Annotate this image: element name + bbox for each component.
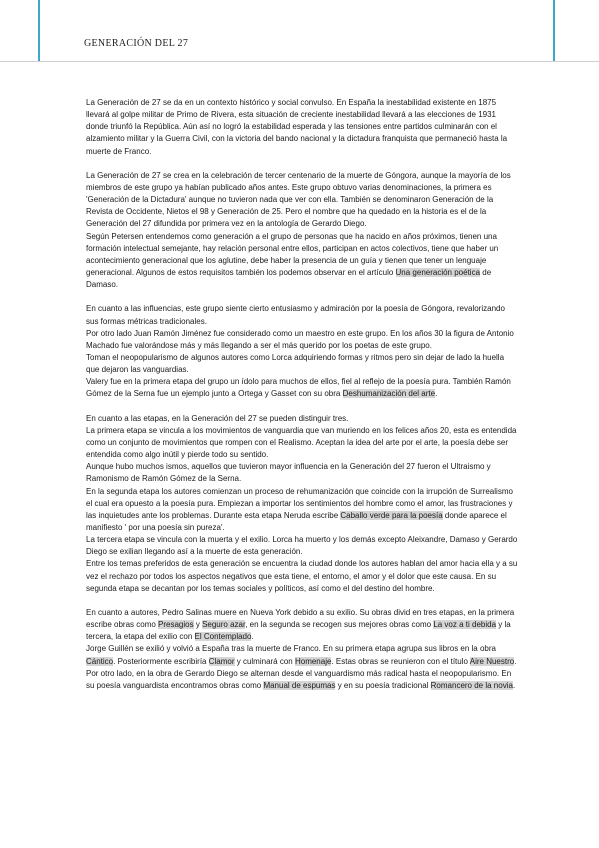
- text-span: y la tercera, la etapa del exilio con: [86, 620, 511, 642]
- left-margin-line: [38, 0, 40, 62]
- text-span: . Posteriormente escribiría: [113, 656, 209, 666]
- text-span: .: [512, 680, 516, 690]
- text-span: Entre los temas preferidos de esta generación se encuentra la ciudad donde los autores hablan del amor hacia ella y a su vez el rechazo por todos los aspectos negativos que esta tiene, el entorno, el amor y el dolor que este causa. En su segunda etapa se decantan por los temas sociales y políticos, así como el del destino del hombre.: [86, 559, 518, 593]
- paragraph-origin: [86, 170, 518, 292]
- text-span: En cuanto a autores, Pedro Salinas muere en Nueva York debido a su exilio. Su obras divid en tres etapas, en la primera escribe obras como: [86, 607, 515, 630]
- text-span: Aunque hubo muchos ismos, aquellos que tuvieron mayor influencia en la Generación del 27 fueron el Ultraismo y Ramonismo de Ramón Gómez de la Serna.: [86, 462, 491, 484]
- highlighted-title: Clamor: [208, 656, 235, 666]
- highlighted-title: Romancero de la novia: [430, 680, 513, 690]
- highlighted-title: Presagios: [158, 620, 194, 630]
- text-span: La Generación de 27 se da en un contexto histórico y social convulso. En España la inestabilidad existente en 1875 llevará al golpe militar de Primo de Rivera, esta situación de creciente inestabilidad llevará a las elecciones de 1931 donde triunfó la República. Aún así no logró la estabilidad esperada y las tensiones entre partidos culminarán con el alzamiento militar y la Guerra Civil, con la victoria del bando nacional y la dictadura franquista que permaneció hasta la muerte de Franco.: [86, 98, 508, 156]
- paragraph-context: [86, 97, 518, 158]
- text-span: Por otro lado Juan Ramón Jiménez fue considerado como un maestro en este grupo. En los años 30 la figura de Antonio Machado fue valorándose más y más llegando a ser el más querido por los poetas de este grupo.: [86, 328, 514, 350]
- highlighted-title: Manual de espumas: [263, 680, 336, 690]
- document-body: [86, 97, 518, 704]
- text-span: donde aparece el manifiesto ' por una poesía sin pureza'.: [86, 510, 507, 532]
- text-span: En cuanto a las influencias, este grupo siente cierto entusiasmo y admiración por la poesía de Góngora, revalorizando sus formas métricas tradicionales.: [86, 304, 505, 326]
- highlighted-title: Aire Nuestro: [469, 656, 515, 666]
- paragraph-authors: [86, 607, 518, 692]
- text-span: , en la segunda se recogen sus mejores obras como: [245, 620, 434, 630]
- highlighted-title: La voz a ti debida: [433, 620, 497, 630]
- header-divider: [0, 61, 599, 62]
- text-span: Jorge Guillén se exilió y volvió a España tras la muerte de Franco. En su primera etapa agrupa sus libros en la obra: [86, 644, 496, 654]
- paragraph-stages: [86, 413, 518, 595]
- text-span: En cuanto a las etapas, en la Generación del 27 se pueden distinguir tres.: [86, 413, 349, 423]
- paragraph-influences: [86, 303, 518, 400]
- text-span: .: [251, 632, 254, 642]
- text-span: Valery fue en la primera etapa del grupo un ídolo para muchos de ellos, fiel al reflejo de la poesía pura. También Ramón Gómez de la Serna fue un ejemplo junto a Ortega y Gasset con su obra: [86, 377, 511, 399]
- text-span: y en su poesía tradicional: [335, 680, 431, 690]
- text-span: La primera etapa se vincula a los movimientos de vanguardia que van muriendo en los felices años 20, esta es entendida como un conjunto de movimientos que rompen con el Realismo. Aceptan la idea del arte por el arte, la poesía debe ser entendida como algo inútil y pierde todo su sentido.: [86, 425, 517, 460]
- text-span: La tercera etapa se vincula con la muerta y el exilio. Lorca ha muerto y los demás excepto Aleixandre, Damaso y Gerardo Diego se exilian llegando así a la muerte de esta generación.: [86, 535, 518, 557]
- text-span: .: [514, 656, 517, 666]
- highlighted-title: Deshumanización del arte: [342, 389, 436, 399]
- text-span: En la segunda etapa los autores comienzan un proceso de rehumanización que coincide con la irrupción de Surrealismo el cual era opuesto a la poesía pura. Empiezan a importar los sentimientos del hombre como el amor, las frustraciones y las inquietudes ante los problemas. Durante esta etapa Neruda escribe: [86, 486, 513, 520]
- highlighted-title: Seguro azar: [202, 620, 246, 630]
- text-span: Según Petersen entendemos como generación a el grupo de personas que ha nacido en años próximos, tienen una formación intelectual semejante, hay relación personal entre ellos, participan en actos colectivos, tiene que haber un acontecimiento generacional que los aglutine, debe haber la presencia de un guía y tienen que tener un lenguaje generacional. Algunos de estos requisitos también los podemos observar en el artículo: [86, 231, 499, 278]
- text-span: .: [435, 389, 438, 399]
- text-span: Por otro lado, en la obra de Gerardo Diego se alternan desde el vanguardismo más radical hasta el neopopularismo. En su poesía vanguardista encontramos obras como: [86, 668, 512, 690]
- highlighted-title: Una generación poética: [395, 268, 481, 278]
- page-header-title: GENERACIÓN DEL 27: [84, 38, 189, 49]
- highlighted-title: El Contemplado: [194, 632, 252, 642]
- text-span: La Generación de 27 se crea en la celebración de tercer centenario de la muerte de Góngora, aunque la mayoría de los miembros de este grupo ya habían publicado años antes. Este grupo obtuvo varias denominaciones, la primera es 'Generación de la Dictadura' aunque no tuvieron nada que ver con ella. También se denominaron Generación de la Revista de Occidente, Nietos el 98 y Generación de 25. Pero el nombre que ha quedado en la historia es el de la Generación del 27 difundida por primera vez en la antología de Gerardo Diego.: [86, 170, 511, 229]
- text-span: . Estas obras se reunieron con el título: [331, 656, 470, 666]
- right-margin-line: [553, 0, 555, 62]
- text-span: y: [193, 620, 203, 630]
- highlighted-title: Caballo verde para la poesía: [340, 510, 443, 520]
- highlighted-title: Cántico: [86, 656, 114, 666]
- text-span: Toman el neopopularismo de algunos autores como Lorca adquiriendo formas y ritmos pero sin dejar de lado la huella que dejaron las vanguardias.: [86, 352, 505, 375]
- highlighted-title: Homenaje: [294, 656, 332, 666]
- text-span: y culminará con: [234, 656, 295, 666]
- text-span: de Damaso.: [86, 268, 492, 290]
